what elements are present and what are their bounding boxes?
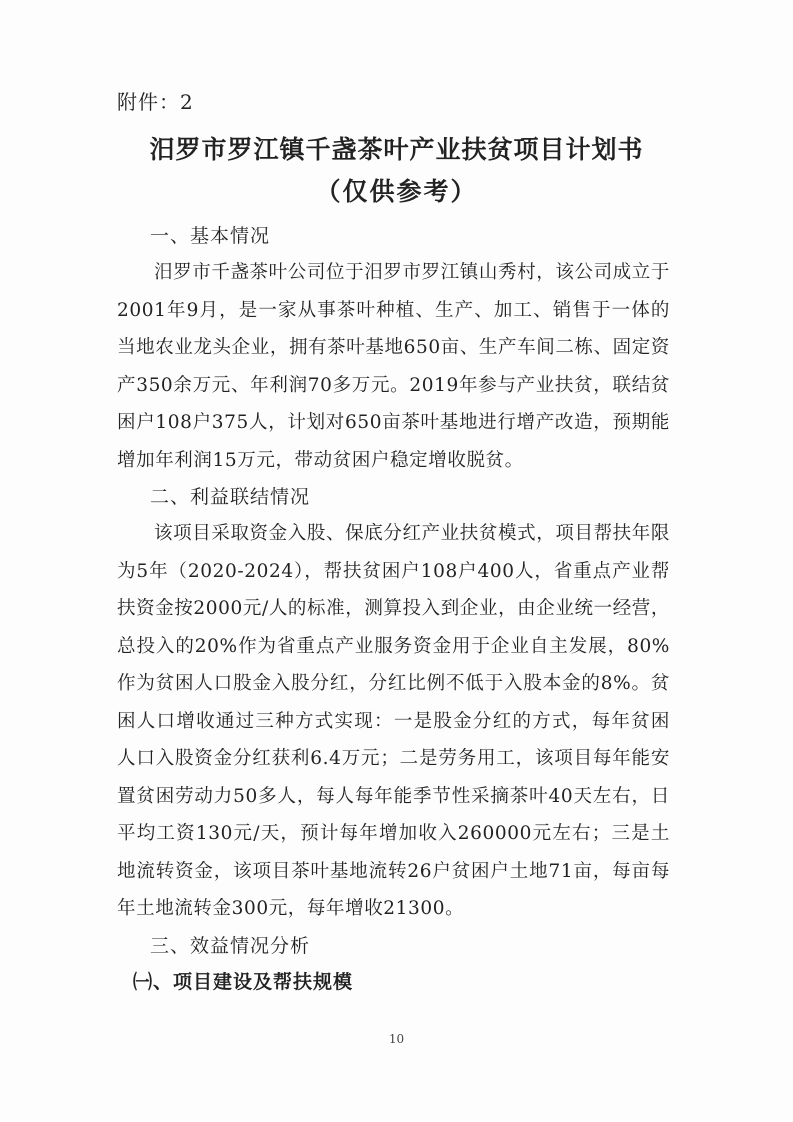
section-3-subheading: ㈠、项目建设及帮扶规模 bbox=[133, 971, 354, 993]
page-number: 10 bbox=[388, 1032, 405, 1046]
section-3-heading: 三、效益情况分析 bbox=[150, 935, 311, 957]
section-1-paragraph: 汨罗市千盏茶叶公司位于汨罗市罗江镇山秀村，该公司成立于2001年9月，是一家从事茶叶种植、生产、加工、销售于一体的当地农业龙头企业，拥有茶叶基地650亩、生产车间二栋、固定资产350余万元、年利润70多万元。2019年参与产业扶贫，联结贫困户108户375人，计划对650亩茶叶基地进行增产改造，预期能增加年利润15万元，带动贫困户稳定增收脱贫。 bbox=[117, 262, 670, 471]
annex-label: 附件：2 bbox=[117, 90, 194, 114]
section-2-paragraph: 该项目采取资金入股、保底分红产业扶贫模式，项目帮扶年限为5年（2020-2024），帮扶贫困户108户400人，省重点产业帮扶资金按2000元/人的标准，测算投入到企业，由企业统一经营，总投入的20%作为省重点产业服务资金用于企业自主发展，80%作为贫困人口股金入股分红，分红比例不低于入股本金的8%。贫困人口增收通过三种方式实现：一是股金分红的方式，每年贫困人口入股资金分红获利6.4万元；二是劳务用工，该项目每年能安置贫困劳动力50多人，每人每年能季节性采摘茶叶40天左右，日平均工资130元/天，预计每年增加收入260000元左右；三是土地流转资金，该项目茶叶基地流转26户贫困户土地71亩，每亩每年土地流转金300元，每年增收21300。 bbox=[117, 523, 670, 919]
document-subtitle: （仅供参考） bbox=[315, 177, 478, 206]
section-1-heading: 一、基本情况 bbox=[150, 225, 271, 247]
document-title: 汨罗市罗江镇千盏茶叶产业扶贫项目计划书 bbox=[149, 135, 644, 164]
section-2-heading: 二、利益联结情况 bbox=[150, 486, 311, 508]
